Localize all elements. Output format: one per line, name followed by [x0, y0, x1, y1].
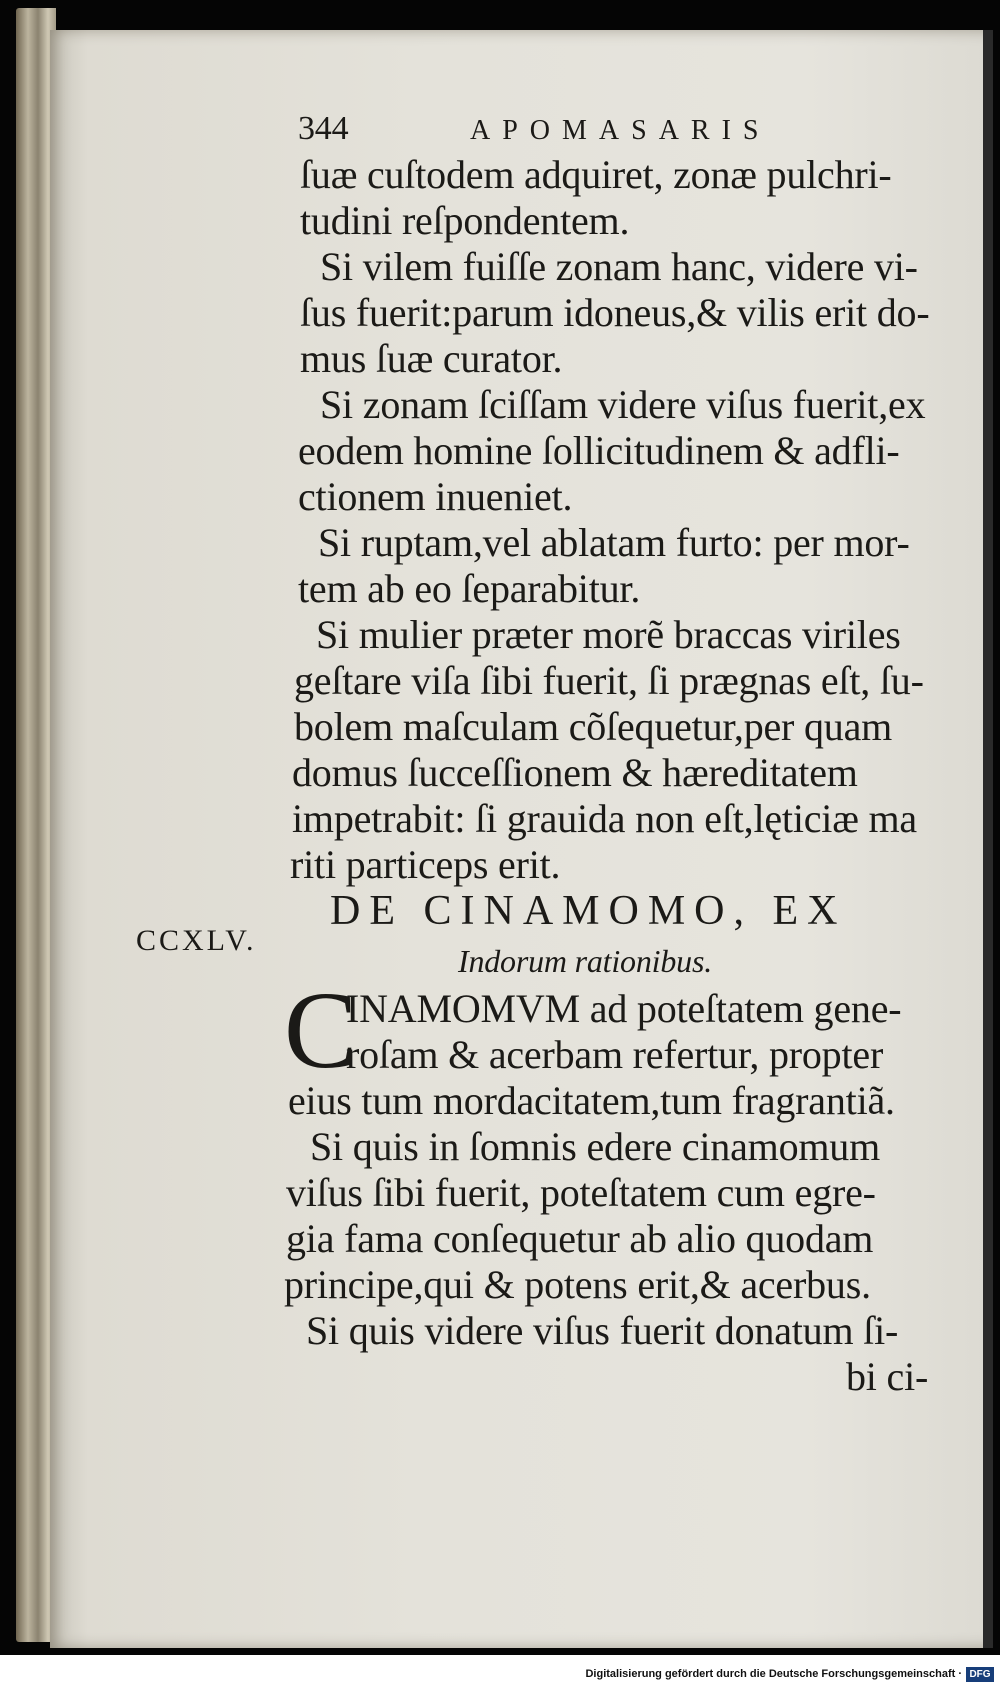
chapter-line-3: eius tum mordacitatem,tum fragrantiã. [288, 1078, 895, 1123]
body-line-1: ſuæ cuſtodem adquiret, zonæ pulchri- [300, 152, 892, 197]
body-line-9: Si ruptam,vel ablatam furto: per mor- [318, 520, 910, 565]
chapter-title: DE CINAMOMO, EX [330, 888, 847, 934]
dfg-logo: DFG [966, 1667, 994, 1682]
page-number: 344 [298, 110, 349, 147]
body-line-6: Si zonam ſciſſam videre viſus fuerit,ex [320, 382, 926, 427]
digitization-credit: Digitalisierung gefördert durch die Deutsche Forschungsgemeinschaft · [585, 1668, 962, 1680]
page-right-shadow [983, 30, 993, 1648]
body-line-5: mus ſuæ curator. [300, 336, 563, 381]
body-line-10: tem ab eo ſeparabitur. [298, 566, 641, 611]
body-line-14: domus ſucceſſionem & hæreditatem [292, 750, 858, 795]
running-head: APOMASARIS [470, 115, 771, 146]
drop-cap-initial: C [284, 969, 358, 1091]
body-line-7: eodem homine ſollicitudinem & adfli- [298, 428, 900, 473]
chapter-number: CCXLV. [136, 924, 257, 957]
body-line-16: riti particeps erit. [290, 842, 561, 887]
body-line-2: tudini reſpondentem. [300, 198, 630, 243]
body-line-3: Si vilem fuiſſe zonam hanc, videre vi- [320, 244, 918, 289]
chapter-line-6: gia fama conſequetur ab alio quodam [286, 1216, 874, 1261]
chapter-line-2: roſam & acerbam refertur, propter [346, 1032, 884, 1077]
chapter-line-9: bi ci- [846, 1354, 929, 1399]
chapter-subtitle: Indorum rationibus. [458, 943, 712, 979]
body-line-13: bolem maſculam cõſequetur,per quam [294, 704, 893, 749]
body-line-8: ctionem inueniet. [298, 474, 573, 519]
chapter-line-8: Si quis videre viſus fuerit donatum ſi- [306, 1308, 899, 1353]
body-line-4: ſus fuerit:parum idoneus,& vilis erit do- [300, 290, 930, 335]
chapter-line-1: INAMOMVM ad poteſtatem gene- [346, 986, 902, 1031]
body-line-15: impetrabit: ſi grauida non eſt,lęticiæ ma [292, 796, 917, 841]
body-line-11: Si mulier præter morẽ braccas viriles [316, 612, 901, 657]
body-line-12: geſtare viſa ſibi fuerit, ſi prægnas eſt, ſu- [294, 658, 924, 703]
chapter-line-5: viſus ſibi fuerit, poteſtatem cum egre- [286, 1170, 876, 1215]
chapter-line-7: principe,qui & potens erit,& acerbus. [284, 1262, 871, 1307]
chapter-line-4: Si quis in ſomnis edere cinamomum [310, 1124, 881, 1169]
